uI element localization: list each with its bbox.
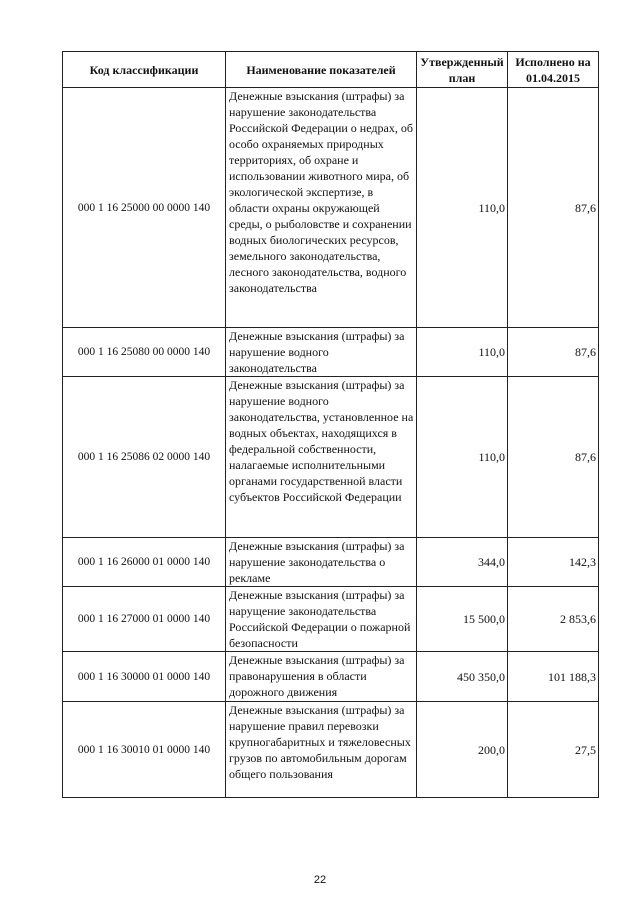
header-code: Код классификации bbox=[63, 52, 226, 88]
plan-value: 450 350,0 bbox=[417, 652, 508, 702]
plan-value: 200,0 bbox=[417, 702, 508, 798]
table-row bbox=[63, 377, 599, 538]
indicator-name: Денежные взыскания (штрафы) за нарущение законодательства Российской Федерации о пожарной безопасности bbox=[226, 587, 417, 652]
executed-value: 87,6 bbox=[508, 377, 599, 538]
page-number: 22 bbox=[313, 874, 327, 886]
executed-value: 87,6 bbox=[508, 328, 599, 377]
table-row bbox=[63, 538, 599, 587]
table-row bbox=[63, 702, 599, 798]
header-plan: Утвержденный план bbox=[417, 52, 508, 88]
indicator-name: Денежные взыскания (штрафы) за нарушение водного законодательства bbox=[226, 328, 417, 377]
executed-value: 2 853,6 bbox=[508, 587, 599, 652]
plan-value: 110,0 bbox=[417, 377, 508, 538]
plan-value: 15 500,0 bbox=[417, 587, 508, 652]
classification-code: 000 1 16 25080 00 0000 140 bbox=[63, 328, 226, 377]
table-row bbox=[63, 328, 599, 377]
executed-value: 101 188,3 bbox=[508, 652, 599, 702]
table-row bbox=[63, 88, 599, 328]
classification-code: 000 1 16 25000 00 0000 140 bbox=[63, 88, 226, 328]
plan-value: 110,0 bbox=[417, 328, 508, 377]
classification-code: 000 1 16 27000 01 0000 140 bbox=[63, 587, 226, 652]
header-executed: Исполнено на 01.04.2015 bbox=[508, 52, 599, 88]
classification-code: 000 1 16 30010 01 0000 140 bbox=[63, 702, 226, 798]
classification-code: 000 1 16 30000 01 0000 140 bbox=[63, 652, 226, 702]
classification-code: 000 1 16 25086 02 0000 140 bbox=[63, 377, 226, 538]
budget-revenue-table bbox=[62, 51, 599, 798]
executed-value: 142,3 bbox=[508, 538, 599, 587]
indicator-name: Денежные взыскания (штрафы) за нарушение законодательства Российской Федерации о недрах, об особо охраняемых природных территориях, об охране и использовании животного мира, об экологической экспертизе, в области охраны окружающей среды, о рыболовстве и сохранении водных биологических ресурсов, земельного законодательства, лесного законодательства, водного законодательства bbox=[226, 88, 417, 328]
table-header-row bbox=[63, 52, 599, 88]
executed-value: 27,5 bbox=[508, 702, 599, 798]
table-row bbox=[63, 587, 599, 652]
executed-value: 87,6 bbox=[508, 88, 599, 328]
indicator-name: Денежные взыскания (штрафы) за нарушение водного законодательства, установленное на водных объектах, находящихся в федеральной собственности, налагаемые исполнительными органами государственной власти субъектов Российской Федерации bbox=[226, 377, 417, 538]
indicator-name: Денежные взыскания (штрафы) за нарушение законодательства о рекламе bbox=[226, 538, 417, 587]
table-row bbox=[63, 652, 599, 702]
header-name: Наименование показателей bbox=[226, 52, 417, 88]
indicator-name: Денежные взыскания (штрафы) за правонарушения в области дорожного движения bbox=[226, 652, 417, 702]
indicator-name: Денежные взыскания (штрафы) за нарушение правил перевозки крупногабаритных и тяжеловесных грузов по автомобильным дорогам общего пользования bbox=[226, 702, 417, 798]
plan-value: 110,0 bbox=[417, 88, 508, 328]
classification-code: 000 1 16 26000 01 0000 140 bbox=[63, 538, 226, 587]
plan-value: 344,0 bbox=[417, 538, 508, 587]
